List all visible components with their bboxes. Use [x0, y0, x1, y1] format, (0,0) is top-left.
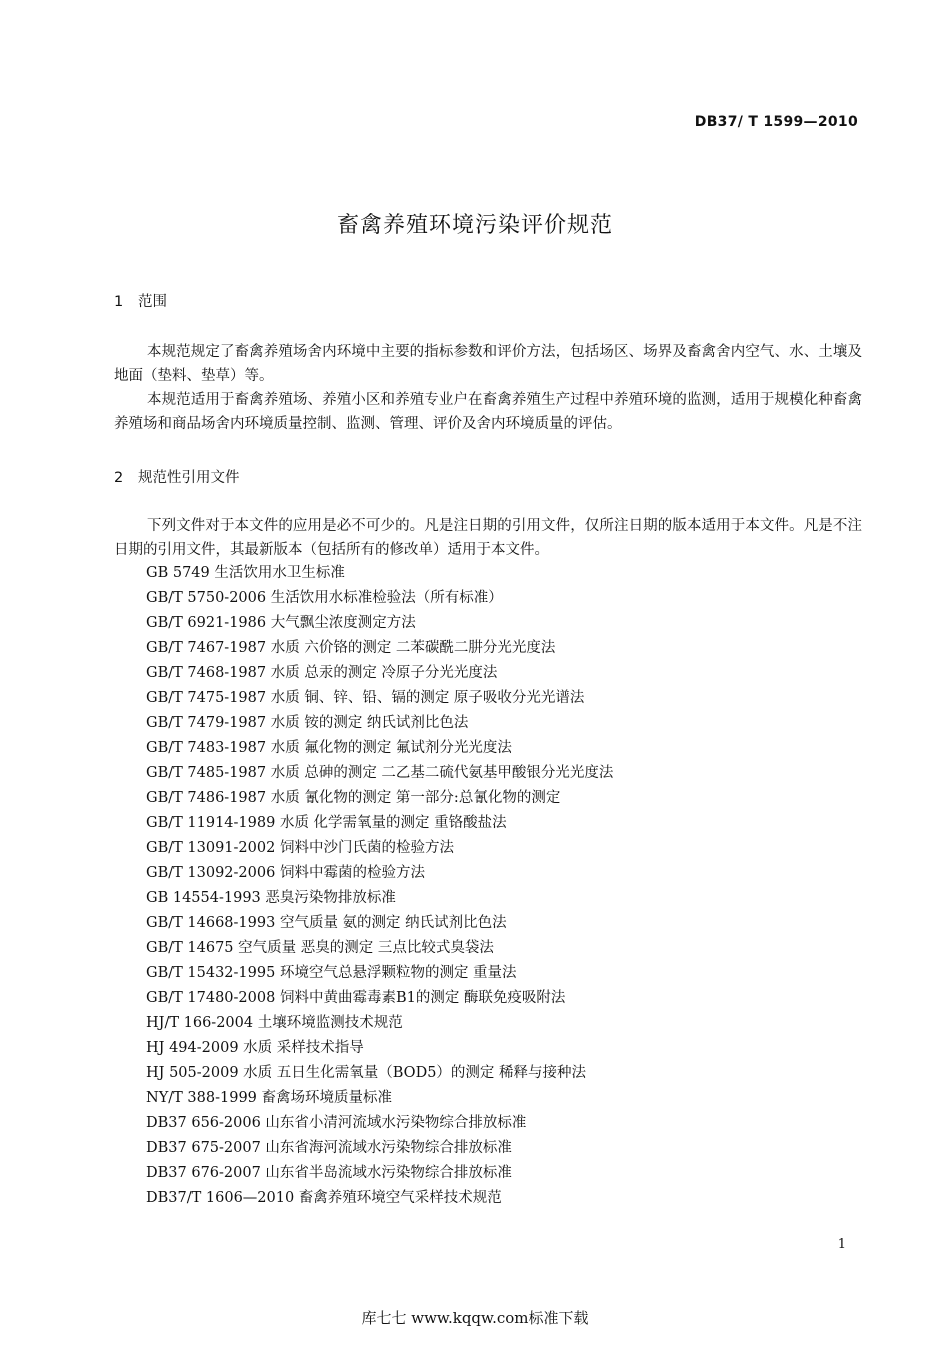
- reference-item: GB/T 7467-1987 水质 六价铬的测定 二苯碳酰二肼分光光度法: [146, 640, 556, 656]
- paragraph: 本规范适用于畜禽养殖场、养殖小区和养殖专业户在畜禽养殖生产过程中养殖环境的监测，适用于规模化种畜禽养殖场和商品场舍内环境质量控制、监测、管理、评价及舍内环境质量的评估。: [114, 392, 862, 432]
- paragraph: 本规范规定了畜禽养殖场舍内环境中主要的指标参数和评价方法，包括场区、场界及畜禽舍内空气、水、土壤及地面（垫料、垫草）等。: [114, 344, 862, 384]
- reference-item: GB/T 7475-1987 水质 铜、锌、铅、镉的测定 原子吸收分光光谱法: [146, 690, 585, 706]
- reference-item: GB/T 14668-1993 空气质量 氨的测定 纳氏试剂比色法: [146, 915, 507, 931]
- section-number: 1: [114, 294, 124, 310]
- reference-item: DB37/T 1606—2010 畜禽养殖环境空气采样技术规范: [146, 1190, 502, 1206]
- reference-item: HJ 494-2009 水质 采样技术指导: [146, 1040, 364, 1056]
- reference-item: GB/T 5750-2006 生活饮用水标准检验法（所有标准）: [146, 590, 503, 606]
- reference-item: GB/T 14675 空气质量 恶臭的测定 三点比较式臭袋法: [146, 940, 494, 956]
- page-number: 1: [837, 1237, 846, 1252]
- reference-item: NY/T 388-1999 畜禽场环境质量标准: [146, 1090, 393, 1106]
- document-code: DB37/ T 1599—2010: [694, 114, 858, 130]
- section-1-heading: [114, 290, 167, 311]
- section-title: 规范性引用文件: [138, 470, 240, 486]
- reference-item: DB37 676-2007 山东省半岛流域水污染物综合排放标准: [146, 1165, 512, 1181]
- section-2-heading: [114, 466, 240, 487]
- reference-item: GB 5749 生活饮用水卫生标准: [146, 565, 345, 581]
- reference-item: DB37 656-2006 山东省小清河流域水污染物综合排放标准: [146, 1115, 527, 1131]
- reference-item: GB 14554-1993 恶臭污染物排放标准: [146, 890, 396, 906]
- reference-item: GB/T 7486-1987 水质 氰化物的测定 第一部分:总氰化物的测定: [146, 790, 561, 806]
- section-number: 2: [114, 470, 124, 486]
- reference-item: GB/T 7479-1987 水质 铵的测定 纳氏试剂比色法: [146, 715, 469, 731]
- reference-item: HJ 505-2009 水质 五日生化需氧量（BOD5）的测定 稀释与接种法: [146, 1065, 587, 1081]
- reference-item: HJ/T 166-2004 土壤环境监测技术规范: [146, 1015, 403, 1031]
- reference-item: GB/T 13091-2002 饲料中沙门氏菌的检验方法: [146, 840, 454, 856]
- reference-item: GB/T 6921-1986 大气飘尘浓度测定方法: [146, 615, 416, 631]
- reference-item: GB/T 7485-1987 水质 总砷的测定 二乙基二硫代氨基甲酸银分光光度法: [146, 765, 614, 781]
- reference-item: GB/T 13092-2006 饲料中霉菌的检验方法: [146, 865, 425, 881]
- reference-item: GB/T 15432-1995 环境空气总悬浮颗粒物的测定 重量法: [146, 965, 517, 981]
- reference-item: GB/T 7468-1987 水质 总汞的测定 冷原子分光光度法: [146, 665, 498, 681]
- paragraph: 下列文件对于本文件的应用是必不可少的。凡是注日期的引用文件，仅所注日期的版本适用于本文件。凡是不注日期的引用文件，其最新版本（包括所有的修改单）适用于本文件。: [114, 518, 862, 558]
- document-title: 畜禽养殖环境污染评价规范: [336, 213, 613, 238]
- reference-list: [146, 561, 613, 1211]
- reference-item: GB/T 17480-2008 饲料中黄曲霉毒素B1的测定 酶联免疫吸附法: [146, 990, 566, 1006]
- reference-item: DB37 675-2007 山东省海河流域水污染物综合排放标准: [146, 1140, 512, 1156]
- footer-watermark[interactable]: 库七七 www.kqqw.com标准下载: [361, 1309, 589, 1327]
- reference-item: GB/T 7483-1987 水质 氟化物的测定 氟试剂分光光度法: [146, 740, 512, 756]
- section-title: 范围: [138, 294, 167, 310]
- reference-item: GB/T 11914-1989 水质 化学需氧量的测定 重铬酸盐法: [146, 815, 507, 831]
